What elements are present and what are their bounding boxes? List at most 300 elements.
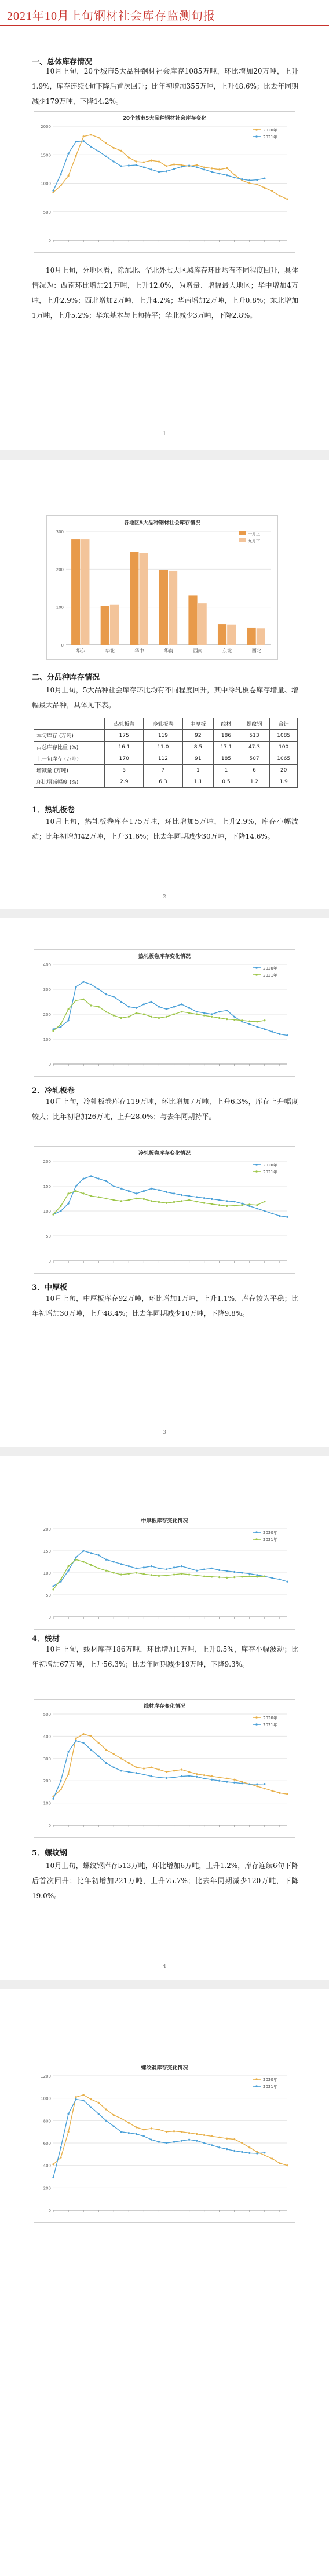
table-row xyxy=(34,730,298,742)
table-cell: 8.5 xyxy=(182,742,214,753)
y-tick-label: 300 xyxy=(43,1756,51,1762)
x-tick-label: 东北 xyxy=(222,648,232,654)
chart-title: 线材库存变化情况 xyxy=(143,1704,186,1709)
page-number-2: 2 xyxy=(163,894,166,900)
data-point xyxy=(83,1550,85,1551)
page-number-4: 4 xyxy=(163,1964,166,1969)
table-cell: 47.3 xyxy=(239,742,270,753)
table-header-cell: 螺纹钢 xyxy=(239,718,270,730)
legend-label: 2020年 xyxy=(263,1531,277,1535)
table-cell: 1.9 xyxy=(270,776,298,788)
data-point xyxy=(279,1792,280,1794)
data-point xyxy=(120,1563,122,1565)
wire-rod-paragraph: 10月上旬，线材库存186万吨，环比增加1万吨，上升0.5%，库存小幅波动；比年初增加67万吨，上升56.3%；比去年同期减少19万吨，下降9.3%。 xyxy=(32,1645,298,1668)
data-point xyxy=(166,2142,167,2144)
table-row xyxy=(34,765,298,776)
data-point xyxy=(248,1020,250,1022)
legend-label: 十月上 xyxy=(248,532,260,537)
data-point xyxy=(226,1781,228,1783)
data-point xyxy=(128,2132,130,2134)
data-point xyxy=(181,2131,182,2133)
data-point xyxy=(83,1178,85,1180)
data-point xyxy=(173,163,175,165)
data-point xyxy=(166,1777,167,1779)
data-point xyxy=(196,1201,198,1202)
data-point xyxy=(60,2146,61,2148)
data-point xyxy=(83,1733,85,1735)
cold-rolled-svg xyxy=(34,1146,295,1274)
data-point xyxy=(120,1573,122,1575)
chart-title: 中厚板库存变化情况 xyxy=(141,1518,188,1524)
data-point xyxy=(136,2126,137,2128)
data-point xyxy=(196,1776,198,1778)
data-point xyxy=(173,1201,175,1203)
legend-marker xyxy=(255,2085,258,2087)
y-tick-label: 1000 xyxy=(41,2096,51,2101)
data-point xyxy=(128,1771,130,1773)
table-cell: 119 xyxy=(144,730,182,742)
data-point xyxy=(248,1023,250,1025)
legend-label: 2020年 xyxy=(263,966,277,971)
data-point xyxy=(218,1780,220,1782)
y-tick-label: 200 xyxy=(43,1159,51,1164)
data-point xyxy=(203,166,205,168)
table-cell: 17.1 xyxy=(214,742,239,753)
section-heading-category: 二、分品种库存情况 xyxy=(32,673,100,682)
data-point xyxy=(279,195,280,197)
data-point xyxy=(67,2113,69,2115)
data-point xyxy=(136,1007,137,1009)
data-point xyxy=(196,2133,198,2135)
y-tick-label: 150 xyxy=(43,1184,51,1189)
data-point xyxy=(90,1552,92,1554)
data-point xyxy=(286,198,288,200)
data-point xyxy=(196,166,198,168)
y-tick-label: 0 xyxy=(48,2208,51,2213)
y-tick-label: 200 xyxy=(43,1779,51,1784)
y-tick-label: 600 xyxy=(43,2141,51,2146)
data-point xyxy=(241,2151,243,2153)
data-point xyxy=(151,1565,152,1567)
data-point xyxy=(98,1755,100,1757)
legend-swatch xyxy=(239,531,246,535)
y-tick-label: 0 xyxy=(48,1062,51,1067)
data-point xyxy=(181,164,182,166)
wire-rod-svg xyxy=(34,1699,295,1838)
y-tick-label: 200 xyxy=(43,1012,51,1017)
legend-swatch xyxy=(239,538,246,542)
data-point xyxy=(196,164,198,166)
chart-title: 各地区5大品种钢材社会库存情况 xyxy=(123,520,201,526)
data-point xyxy=(233,2138,235,2140)
data-point xyxy=(218,1576,220,1578)
bar-0 xyxy=(188,595,197,645)
data-point xyxy=(143,166,145,168)
data-point xyxy=(90,1175,92,1177)
x-tick-label: 华东 xyxy=(76,648,86,654)
medium-plate-chart xyxy=(34,1514,295,1630)
y-tick-label: 50 xyxy=(46,1593,51,1598)
data-point xyxy=(241,1204,243,1206)
data-point xyxy=(128,1006,130,1008)
y-tick-label: 400 xyxy=(43,963,51,967)
data-point xyxy=(75,1740,76,1741)
data-point xyxy=(286,1581,288,1583)
y-tick-label: 50 xyxy=(46,1234,51,1239)
data-point xyxy=(143,1198,145,1200)
data-point xyxy=(67,1570,69,1572)
data-point xyxy=(173,2130,175,2132)
page-separator-4 xyxy=(0,1980,329,1989)
y-tick-label: 150 xyxy=(43,1549,51,1554)
page-number-1: 1 xyxy=(163,431,166,437)
data-point xyxy=(136,1012,137,1014)
table-header-cell: 线材 xyxy=(214,718,239,730)
data-point xyxy=(203,1774,205,1776)
data-point xyxy=(226,1018,228,1020)
data-point xyxy=(151,2139,152,2141)
data-point xyxy=(83,140,85,142)
table-cell: 5 xyxy=(105,765,144,776)
data-point xyxy=(181,1565,182,1567)
y-tick-label: 100 xyxy=(43,1209,51,1214)
data-point xyxy=(233,2150,235,2152)
data-point xyxy=(173,1566,175,1568)
data-point xyxy=(136,1568,137,1569)
data-point xyxy=(158,1201,160,1203)
data-point xyxy=(52,192,54,193)
legend-label: 2021年 xyxy=(263,2085,277,2089)
table-header-cell xyxy=(34,718,105,730)
data-point xyxy=(264,1019,265,1021)
data-point xyxy=(75,2098,76,2100)
chart-frame xyxy=(34,112,295,253)
data-point xyxy=(264,187,265,189)
y-tick-label: 200 xyxy=(43,2186,51,2191)
legend-marker xyxy=(255,1531,258,1533)
data-point xyxy=(120,1001,122,1003)
data-point xyxy=(181,1768,182,1770)
report-header xyxy=(0,0,329,25)
bar-1 xyxy=(198,603,207,645)
data-point xyxy=(113,1561,115,1562)
data-point xyxy=(248,1783,250,1785)
data-point xyxy=(136,1772,137,1774)
legend-marker xyxy=(255,135,258,138)
data-point xyxy=(158,160,160,162)
data-point xyxy=(136,1572,137,1573)
data-point xyxy=(113,1753,115,1755)
data-point xyxy=(60,2157,61,2159)
data-point xyxy=(113,1015,115,1017)
legend-marker xyxy=(255,1716,258,1719)
data-point xyxy=(67,2131,69,2133)
data-point xyxy=(166,1202,167,1204)
data-point xyxy=(203,168,205,170)
data-point xyxy=(188,1195,190,1197)
data-point xyxy=(241,178,243,180)
data-point xyxy=(264,1028,265,1030)
data-point xyxy=(256,1204,258,1206)
overall-paragraph-2: 10月上旬，分地区看，除东北、华北外七大区域库存环比均有不同程度回升，具体情况为：西南环比增加21万吨，上升12.0%，为增量、增幅最大地区；华中增加4万吨，上升2.9%；西北增加2万吨，上升4.2%；华南增加2万吨，上升0.8%；东北增加1万吨，上升5.2%；华东基本与上旬持平；华北减少3万吨，下降2.8%。 xyxy=(32,266,298,320)
data-point xyxy=(264,178,265,179)
data-point xyxy=(105,2108,107,2110)
data-point xyxy=(83,2094,85,2096)
data-point xyxy=(188,1771,190,1773)
legend-marker xyxy=(255,1723,258,1726)
data-point xyxy=(60,1789,61,1790)
data-point xyxy=(226,1200,228,1202)
data-point xyxy=(233,1019,235,1021)
legend-marker xyxy=(255,1164,258,1166)
data-point xyxy=(105,1570,107,1572)
data-point xyxy=(211,1203,213,1205)
data-point xyxy=(248,1575,250,1577)
data-point xyxy=(271,1031,273,1033)
data-point xyxy=(105,1180,107,1182)
data-point xyxy=(181,1011,182,1012)
data-point xyxy=(218,1199,220,1201)
y-tick-label: 2000 xyxy=(41,124,51,129)
data-point xyxy=(241,1572,243,1573)
data-point xyxy=(181,1573,182,1575)
data-point xyxy=(120,1188,122,1190)
data-point xyxy=(151,168,152,170)
data-point xyxy=(226,1205,228,1207)
data-point xyxy=(90,2107,92,2108)
data-point xyxy=(120,165,122,167)
data-point xyxy=(166,1016,167,1018)
data-point xyxy=(211,167,213,169)
data-point xyxy=(286,1034,288,1036)
data-point xyxy=(98,151,100,152)
bar-1 xyxy=(169,571,177,645)
data-point xyxy=(203,1197,205,1199)
data-point xyxy=(166,1568,167,1570)
data-point xyxy=(241,1576,243,1577)
table-cell: 环比增减幅度 (%) xyxy=(34,776,105,788)
data-point xyxy=(203,1012,205,1014)
table-cell: 1 xyxy=(182,765,214,776)
data-point xyxy=(113,1185,115,1187)
data-point xyxy=(181,1003,182,1005)
data-point xyxy=(83,1192,85,1194)
data-point xyxy=(196,1196,198,1198)
data-point xyxy=(226,2148,228,2150)
data-point xyxy=(151,1775,152,1777)
data-point xyxy=(105,993,107,995)
data-point xyxy=(113,1199,115,1201)
data-point xyxy=(60,1780,61,1782)
data-point xyxy=(158,2129,160,2130)
table-cell: 6 xyxy=(239,765,270,776)
data-point xyxy=(233,1016,235,1018)
legend-marker xyxy=(255,129,258,131)
data-point xyxy=(75,1190,76,1192)
data-point xyxy=(233,1576,235,1578)
data-point xyxy=(143,1573,145,1575)
data-point xyxy=(83,1561,85,1562)
data-point xyxy=(158,1189,160,1191)
report-title: 2021年10月上旬钢材社会库存监测旬报 xyxy=(7,10,215,23)
data-point xyxy=(173,1777,175,1778)
legend-label: 2021年 xyxy=(263,1537,277,1542)
y-tick-label: 500 xyxy=(43,210,51,215)
data-point xyxy=(98,1196,100,1198)
y-tick-label: 0 xyxy=(48,1259,51,1264)
bar-1 xyxy=(257,628,265,645)
table-row xyxy=(34,742,298,753)
bar-1 xyxy=(110,605,119,645)
y-tick-label: 0 xyxy=(48,1823,51,1828)
y-tick-label: 400 xyxy=(43,1734,51,1740)
data-point xyxy=(98,2102,100,2104)
data-point xyxy=(67,1008,69,1010)
data-point xyxy=(211,2144,213,2146)
data-point xyxy=(120,150,122,152)
data-point xyxy=(211,171,213,173)
data-point xyxy=(136,1192,137,1194)
legend-label: 2021年 xyxy=(263,973,277,978)
hot-rolled-paragraph: 10月上旬，热轧板卷库存175万吨，环比增加5万吨，上升2.9%，库存小幅波动；比年初增加42万吨，上升31.6%；比去年同期减少30万吨，下降14.6%。 xyxy=(32,817,298,841)
medium-plate-svg xyxy=(34,1514,295,1630)
bar-0 xyxy=(218,624,226,645)
data-point xyxy=(136,160,137,162)
table-cell: 100 xyxy=(270,742,298,753)
data-point xyxy=(279,2162,280,2164)
data-point xyxy=(286,1793,288,1795)
data-point xyxy=(105,156,107,157)
chart-frame xyxy=(34,2061,295,2223)
data-point xyxy=(67,1751,69,1753)
data-point xyxy=(60,1023,61,1025)
data-point xyxy=(90,1004,92,1006)
data-point xyxy=(67,1203,69,1205)
data-point xyxy=(52,1213,54,1215)
x-tick-label: 华南 xyxy=(164,648,173,654)
data-point xyxy=(143,1774,145,1775)
legend-label: 2020年 xyxy=(263,1716,277,1720)
data-point xyxy=(218,1011,220,1012)
cold-rolled-paragraph: 10月上旬，冷轧板卷库存119万吨，环比增加7万吨，上升6.3%，库存上升幅度较大；比年初增加26万吨，上升28.0%；与去年同期持平。 xyxy=(32,1098,298,1121)
legend-label: 九月下 xyxy=(248,539,260,544)
data-point xyxy=(52,1585,54,1587)
data-point xyxy=(67,1773,69,1775)
data-point xyxy=(218,1204,220,1206)
data-point xyxy=(264,1210,265,1212)
data-point xyxy=(271,190,273,192)
legend-marker xyxy=(255,1538,258,1540)
table-cell: 513 xyxy=(239,730,270,742)
data-point xyxy=(113,147,115,149)
table-header-cell: 热轧板卷 xyxy=(105,718,144,730)
data-point xyxy=(286,2164,288,2166)
data-point xyxy=(158,1777,160,1778)
table-cell: 112 xyxy=(144,753,182,765)
table-row xyxy=(34,753,298,765)
data-point xyxy=(211,1013,213,1015)
data-point xyxy=(196,1570,198,1572)
data-point xyxy=(188,1568,190,1569)
data-point xyxy=(98,1554,100,1556)
data-point xyxy=(90,146,92,148)
chart-frame xyxy=(34,1514,295,1630)
data-point xyxy=(279,1033,280,1035)
data-point xyxy=(60,1205,61,1207)
legend-marker xyxy=(255,974,258,976)
data-point xyxy=(128,1762,130,1764)
data-point xyxy=(233,1782,235,1784)
x-tick-label: 西南 xyxy=(193,648,203,654)
data-point xyxy=(67,153,69,155)
legend-marker xyxy=(255,1170,258,1173)
table-cell: 7 xyxy=(144,765,182,776)
table-cell: 1.1 xyxy=(182,776,214,788)
table-cell: 上一旬库存 (万吨) xyxy=(34,753,105,765)
y-tick-label: 0 xyxy=(48,1615,51,1620)
data-point xyxy=(75,141,76,142)
section-heading-hot-rolled: 1．热轧板卷 xyxy=(32,806,75,814)
legend-label: 2020年 xyxy=(263,1163,277,1168)
legend-label: 2021年 xyxy=(263,1723,277,1727)
data-point xyxy=(271,1790,273,1792)
data-point xyxy=(98,137,100,138)
section-heading-rebar: 5．螺纹钢 xyxy=(32,1849,68,1858)
table-cell: 185 xyxy=(214,753,239,765)
bar-0 xyxy=(71,539,80,645)
y-tick-label: 300 xyxy=(56,530,64,534)
data-point xyxy=(181,2140,182,2142)
data-point xyxy=(218,2146,220,2148)
data-point xyxy=(151,160,152,162)
table-cell: 186 xyxy=(214,730,239,742)
table-cell: 0.5 xyxy=(214,776,239,788)
table-cell: 16.1 xyxy=(105,742,144,753)
data-point xyxy=(173,1770,175,1771)
data-point xyxy=(218,1569,220,1571)
data-point xyxy=(173,168,175,170)
data-point xyxy=(188,164,190,166)
data-point xyxy=(158,171,160,173)
data-point xyxy=(52,1798,54,1800)
data-point xyxy=(98,1006,100,1008)
data-point xyxy=(60,1026,61,1028)
data-point xyxy=(83,2100,85,2101)
data-point xyxy=(241,1019,243,1021)
category-inventory-table xyxy=(34,718,298,788)
table-row xyxy=(34,776,298,788)
data-point xyxy=(256,1208,258,1209)
data-point xyxy=(158,1768,160,1770)
data-point xyxy=(52,1588,54,1590)
data-point xyxy=(67,1019,69,1021)
data-point xyxy=(279,1579,280,1580)
y-tick-label: 0 xyxy=(61,643,64,648)
data-point xyxy=(113,160,115,162)
data-point xyxy=(203,1575,205,1577)
data-point xyxy=(181,166,182,167)
data-point xyxy=(166,170,167,172)
data-point xyxy=(98,1742,100,1744)
data-point xyxy=(151,2127,152,2129)
table-cell: 92 xyxy=(182,730,214,742)
page-separator-1 xyxy=(0,450,329,460)
data-point xyxy=(60,173,61,175)
legend-marker xyxy=(255,967,258,969)
table-cell: 1.2 xyxy=(239,776,270,788)
data-point xyxy=(113,1572,115,1573)
data-point xyxy=(188,1573,190,1575)
